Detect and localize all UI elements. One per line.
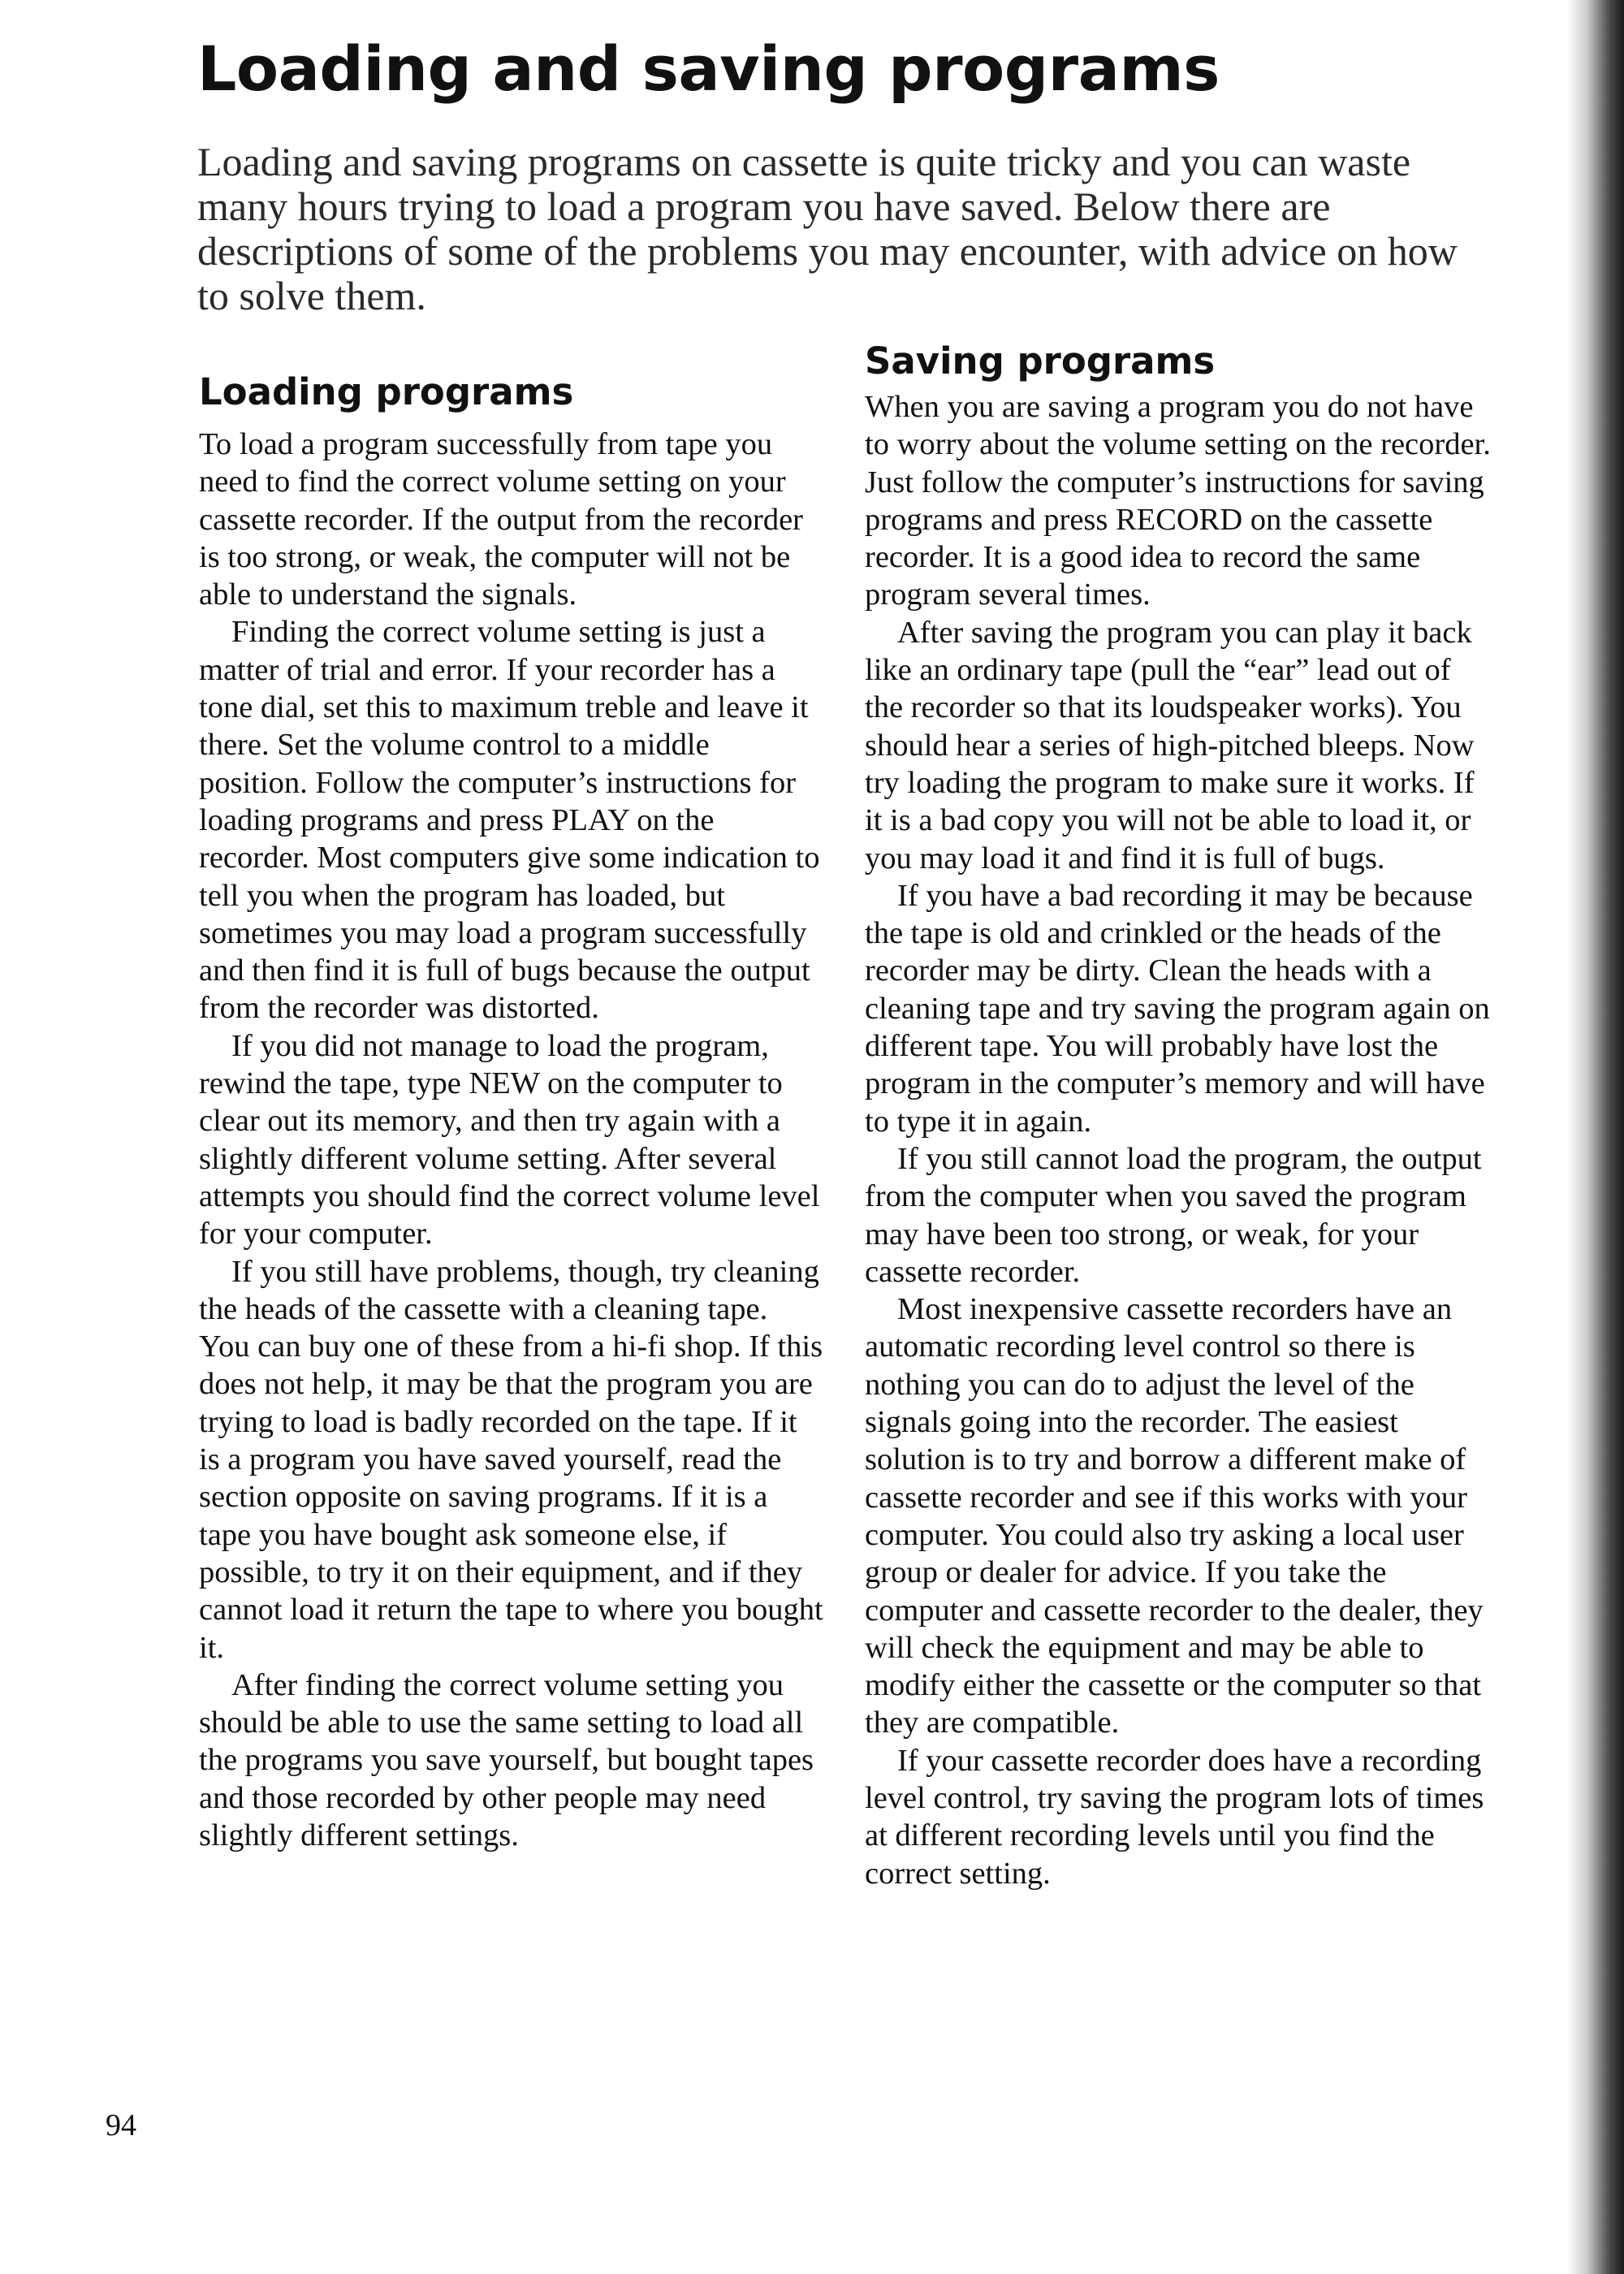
loading-programs-heading: Loading programs [199,370,574,413]
intro-paragraph: Loading and saving programs on cassette is quite tricky and you can waste many hours trying to load a program you have saved. Below there are descriptions of some of the problems you may encounter, with advice on how to solve them. [197,139,1458,318]
loading-paragraph-2: Finding the correct volume setting is just a matter of trial and error. If your recorder has a tone dial, set this to maximum treble and leave it there. Set the volume control to a middle position. Follow the computer’s instructions for loading programs and press PLAY on the recorder. Most computers give some indication to tell you when the program has loaded, but sometimes you may load a program successfully and then find it is full of bugs because the output from the recorder was distorted. [199,615,820,1026]
saving-programs-heading: Saving programs [865,339,1216,383]
page-title: Loading and saving programs [197,32,1220,105]
loading-paragraph-3: If you did not manage to load the program, rewind the tape, type NEW on the computer to clear out its memory, and then try again with a slightly different volume setting. After several attempts you should find the correct volume level for your computer. [199,1028,820,1252]
saving-paragraph-5: Most inexpensive cassette recorders have an automatic recording level control so there is nothing you can do to adjust the level of the signals going into the recorder. The easiest solution is to try and borrow a different make of cassette recorder and see if this works with your computer. You could also try asking a local user group or dealer for advice. If you take the computer and cassette recorder to the dealer, they will check the equipment and may be able to modify either the cassette or the computer so that they are compatible. [865,1292,1484,1740]
saving-programs-section [865,335,1494,1892]
loading-paragraph-4: If you still have problems, though, try cleaning the heads of the cassette with a cleaning tape. You can buy one of these from a hi-fi shop. If this does not help, it may be that the program you are trying to load is badly recorded on the tape. If it is a program you have saved yourself, read the section opposite on saving programs. If it is a tape you have bought ask someone else, if possible, to try it on their equipment, and if they cannot load it return the tape to where you bought it. [199,1254,823,1665]
loading-paragraph-5: After finding the correct volume setting you should be able to use the same setting to load all the programs you save yourself, but bought tapes and those recorded by other people may need slightly different settings. [199,1667,814,1852]
page-number: 94 [106,2108,136,2142]
loading-paragraph-1: To load a program successfully from tape you need to find the correct volume setting on your cassette recorder. If the output from the recorder is too strong, or weak, the computer will not be able to understand the signals. [199,427,803,612]
saving-paragraph-1: When you are saving a program you do not have to worry about the volume setting on the recorder. Just follow the computer’s instructions for saving programs and press RECORD on the cassette recorder. It is a good idea to record the same program several times. [865,390,1491,612]
saving-paragraph-6: If your cassette recorder does have a recording level control, try saving the program lots of times at different recording levels until you find the correct setting. [865,1743,1484,1891]
saving-paragraph-3: If you have a bad recording it may be because the tape is old and crinkled or the heads of the recorder may be dirty. Clean the heads with a cleaning tape and try saving the program again on different tape. You will probably have lost the program in the computer’s memory and will have to type it in again. [865,878,1490,1139]
saving-paragraph-4: If you still cannot load the program, the output from the computer when you saved the program may have been too strong, or weak, for your cassette recorder. [865,1141,1482,1289]
saving-paragraph-2: After saving the program you can play it back like an ordinary tape (pull the “ear” lead out of the recorder so that its loudspeaker works). You should hear a series of high-pitched bleeps. Now try loading the program to make sure it works. If it is a bad copy you will not be able to load it, or you may load it and find it is full of bugs. [865,615,1475,875]
loading-programs-section [199,365,824,1854]
page-binding-shadow [1567,0,1624,2274]
